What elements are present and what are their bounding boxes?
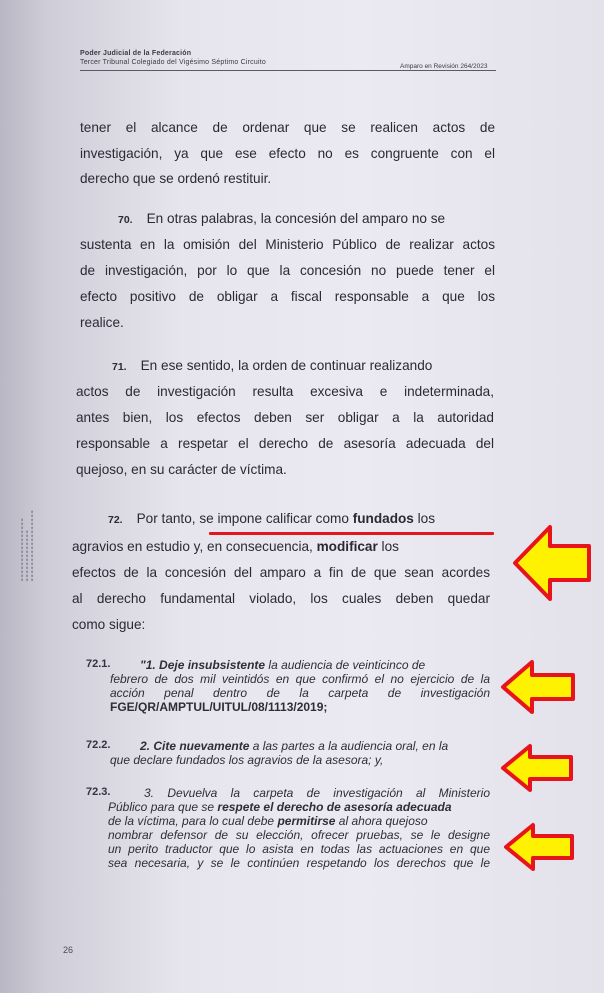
subparagraph-number: 72.1. — [86, 658, 111, 670]
text-line: sustenta en la omisión del Ministerio Público de realizar actos — [80, 237, 495, 252]
text-line: febrero de dos mil veintidós en que confirmó el no ejercicio de la — [110, 672, 490, 686]
text-line: responsable a respetar el derecho de asesoría adecuada del — [76, 436, 494, 451]
text-line: actos de investigación resulta excesiva e indeterminada, — [76, 384, 494, 399]
emphasis-asesoria: respete el derecho de asesoría adecuada — [217, 800, 452, 814]
text-line: de investigación, por lo que la concesión no puede tener el — [80, 263, 495, 278]
text-line: sea necesaria, y se le continúen respetando los derechos que le — [108, 856, 490, 870]
text-line: a las partes a la audiencia oral, en la — [249, 739, 449, 753]
text-line: los — [413, 511, 436, 526]
text-line: Público para que se — [108, 800, 218, 814]
text-line: acción penal dentro de la carpeta de investigación — [110, 686, 490, 700]
court-header — [80, 49, 266, 67]
text-line: En otras palabras, la concesión del amparo no se — [146, 211, 446, 226]
text-line: tener el alcance de ordenar que se realicen actos de — [80, 120, 495, 135]
case-number: Amparo en Revisión 264/2023 — [400, 63, 488, 70]
text-line: efecto positivo de obligar a fiscal responsable a que los — [80, 289, 495, 304]
text-line: En ese sentido, la orden de continuar realizando — [140, 358, 433, 373]
subparagraph-number: 72.2. — [86, 739, 111, 751]
text-line: Por tanto, se impone calificar como — [136, 511, 353, 526]
arrow-left-icon — [503, 822, 575, 872]
text-line: investigación, ya que ese efecto no es congruente con el — [80, 146, 495, 161]
text-line: antes bien, los efectos deben ser obligar a la autoridad — [76, 410, 494, 425]
text-line: la audiencia de veinticinco de — [265, 658, 426, 672]
emphasis-insubsistente: insubsistente — [187, 658, 266, 672]
subparagraph-number: 72.3. — [86, 786, 111, 798]
text-line: "1. Deje — [140, 658, 188, 672]
paragraph-number: 71. — [112, 361, 127, 373]
margin-stamp: ▮▮▮▮▮▮▮▮▮▮▮▮▮▮▮▮ ▮▮▮▮▮▮▮▮▮▮▮▮▮ ▮▮▮▮▮▮▮▮▮▮▮▮▮▮▮▮▮▮ — [20, 510, 34, 582]
text-line: 3. Devuelva la carpeta de investigación al Ministerio — [144, 786, 490, 800]
text-line: agravios en estudio y, en consecuencia, — [72, 539, 317, 554]
header-rule — [80, 70, 496, 71]
emphasis-cite-nuevamente: 2. Cite nuevamente — [140, 739, 250, 753]
page-number: 26 — [63, 945, 74, 955]
red-underline — [209, 532, 494, 535]
text-line: derecho que se ordenó restituir. — [80, 171, 272, 186]
header-line-2: Tercer Tribunal Colegiado del Vigésimo Séptimo Circuito — [80, 59, 266, 66]
arrow-left-icon — [500, 659, 576, 715]
arrow-left-icon — [500, 743, 574, 793]
text-line: al ahora quejoso — [335, 814, 428, 828]
emphasis-modificar: modificar — [316, 539, 378, 554]
text-line: que declare fundados los agravios de la asesora; y, — [110, 753, 384, 767]
paragraph-number: 70. — [118, 214, 133, 226]
text-line: de la víctima, para lo cual debe — [108, 814, 275, 828]
text-line: nombrar defensor de su elección, ofrecer pruebas, se le designe — [108, 828, 490, 842]
text-line: realice. — [80, 315, 124, 330]
header-line-1: Poder Judicial de la Federación — [80, 50, 192, 57]
paragraph-number: 72. — [108, 514, 123, 526]
text-line: al derecho fundamental violado, los cuales deben quedar — [72, 591, 490, 606]
text-line: los — [377, 539, 399, 554]
text-line: quejoso, en su carácter de víctima. — [76, 462, 287, 477]
text-line: un perito traductor que lo asista en todas las actuaciones en que — [108, 842, 490, 856]
emphasis-fundados: fundados — [352, 511, 414, 526]
file-number: FGE/QR/AMPTUL/UITUL/08/1113/2019; — [110, 700, 328, 714]
arrow-left-icon — [512, 524, 592, 602]
text-line: como sigue: — [72, 617, 146, 632]
emphasis-permitirse: permitirse — [274, 814, 336, 828]
text-line: efectos de la concesión del amparo a fin de que sean acordes — [72, 565, 490, 580]
